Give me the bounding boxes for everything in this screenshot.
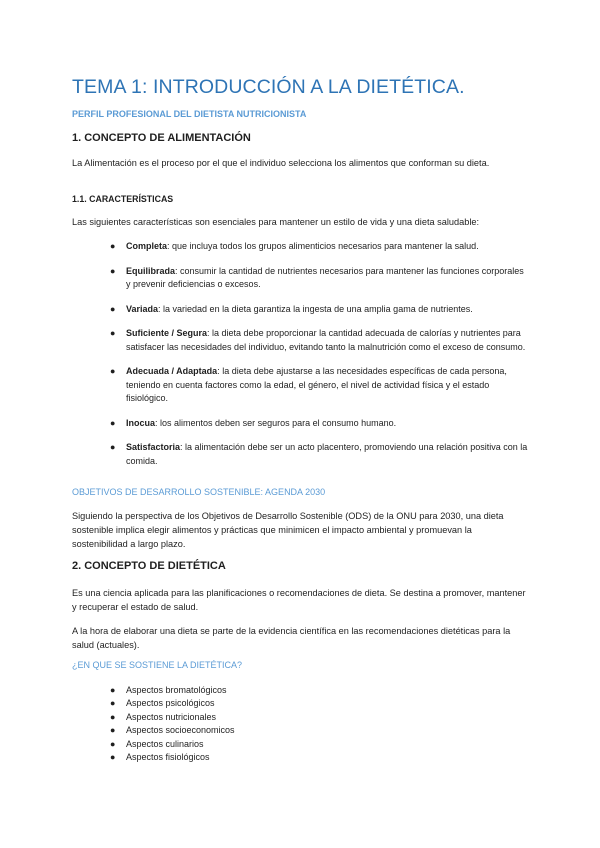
characteristic-term: Completa (126, 241, 168, 251)
characteristic-term: Variada (126, 303, 159, 314)
section2-paragraph1: Es una ciencia aplicada para las planificaciones o recomendaciones de dieta. Se destina a promover, mantener y recuperar el estado de salud. (72, 588, 526, 613)
characteristic-text: : la dieta debe proporcionar la cantidad adecuada de calorías y nutrientes para satisfacer las necesidades del individuo, evitando tanto la malnutrición como el exceso de consumo. (126, 328, 526, 352)
section2-heading: 2. CONCEPTO DE DIETÉTICA (72, 560, 226, 572)
characteristic-text: : la dieta debe ajustarse a las necesidades específicas de cada persona, teniendo en cuenta factores como la edad, el género, el nivel de actividad física y el estado fisiológico. (126, 366, 507, 403)
characteristic-term: Inocua (126, 417, 156, 428)
bullet-icon: ● (110, 366, 116, 377)
bullet-icon: ● (110, 711, 116, 722)
bullet-icon: ● (110, 417, 116, 428)
aspect-item (72, 738, 528, 751)
aspect-item (72, 711, 528, 724)
section1-intro: Las siguientes características son esenciales para mantener un estilo de vida y una dieta saludable: (72, 217, 480, 227)
bullet-icon: ● (110, 738, 116, 749)
ods-heading: OBJETIVOS DE DESARROLLO SOSTENIBLE: AGENDA 2030 (72, 487, 326, 497)
ods-paragraph: Siguiendo la perspectiva de los Objetivos de Desarrollo Sostenible (ODS) de la ONU para 2030, una dieta sostenible implica elegir alimentos y prácticas que minimicen el impacto ambiental y promuevan la sostenibilidad a largo plazo. (72, 511, 504, 550)
question-heading: ¿EN QUE SE SOSTIENE LA DIETÉTICA? (72, 660, 243, 670)
characteristic-term: Equilibrada (126, 265, 176, 276)
bullet-icon: ● (110, 725, 116, 736)
aspect-text: Aspectos socioeconomicos (126, 725, 235, 736)
characteristic-item (72, 303, 528, 316)
section1-paragraph: La Alimentación es el proceso por el que el individuo selecciona los alimentos que conforman su dieta. (72, 158, 490, 168)
characteristic-text: : que incluya todos los grupos alimenticios necesarios para mantener la salud. (167, 241, 479, 251)
page-title: TEMA 1: INTRODUCCIÓN A LA DIETÉTICA. (72, 76, 465, 98)
aspect-item (72, 684, 528, 697)
section1-heading: 1. CONCEPTO DE ALIMENTACIÓN (72, 132, 251, 144)
bullet-icon: ● (110, 698, 116, 709)
bullet-icon: ● (110, 685, 116, 695)
characteristic-text: : la alimentación debe ser un acto placentero, promoviendo una relación positiva con la comida. (126, 442, 528, 466)
characteristic-term: Suficiente / Segura (126, 328, 208, 339)
aspect-item (72, 751, 528, 764)
bullet-icon: ● (110, 752, 116, 763)
characteristic-item (72, 265, 528, 292)
aspect-text: Aspectos bromatológicos (126, 685, 227, 695)
characteristic-text: : los alimentos deben ser seguros para el consumo humano. (155, 417, 397, 428)
aspect-item (72, 697, 528, 710)
characteristic-item (72, 365, 528, 405)
characteristic-text: : consumir la cantidad de nutrientes necesarios para mantener las funciones corporales y prevenir deficiencias o excesos. (126, 265, 524, 289)
aspect-text: Aspectos nutricionales (126, 711, 217, 722)
characteristic-item (72, 240, 528, 253)
bullet-icon: ● (110, 442, 116, 453)
bullet-icon: ● (110, 265, 116, 276)
bullet-icon: ● (110, 303, 116, 314)
bullet-icon: ● (110, 241, 116, 251)
characteristic-item (72, 327, 528, 354)
bullet-icon: ● (110, 328, 116, 339)
aspect-text: Aspectos fisiológicos (126, 752, 210, 763)
characteristic-term: Satisfactoria (126, 442, 181, 453)
subtitle: PERFIL PROFESIONAL DEL DIETISTA NUTRICIONISTA (72, 109, 307, 119)
characteristic-item (72, 417, 528, 430)
characteristic-term: Adecuada / Adaptada (126, 366, 218, 377)
aspect-item (72, 724, 528, 737)
section2-paragraph2: A la hora de elaborar una dieta se parte de la evidencia científica en las recomendaciones dietéticas para la salud (actuales). (72, 626, 511, 651)
characteristic-item (72, 441, 528, 468)
aspect-text: Aspectos culinarios (126, 738, 204, 749)
aspect-text: Aspectos psicológicos (126, 698, 215, 709)
section1-subheading: 1.1. CARACTERÍSTICAS (72, 194, 174, 204)
characteristics-list (72, 240, 528, 479)
aspects-list (72, 684, 528, 764)
characteristic-text: : la variedad en la dieta garantiza la ingesta de una amplia gama de nutrientes. (158, 303, 473, 314)
